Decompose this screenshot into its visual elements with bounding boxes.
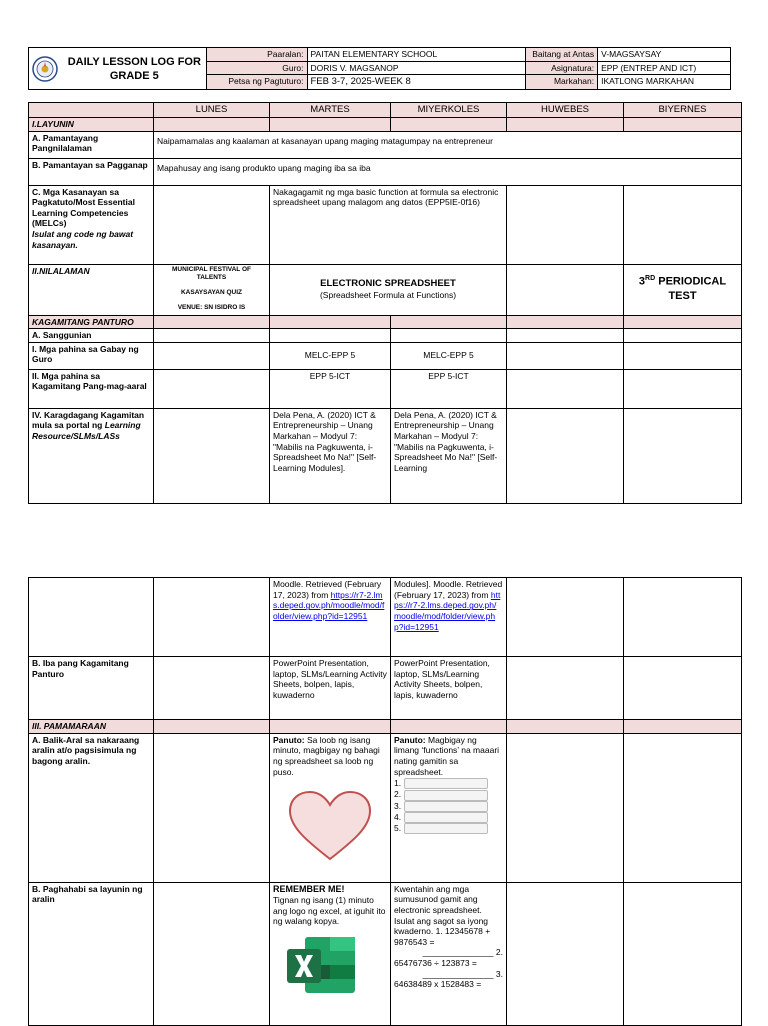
nilalaman-label: II.NILALAMAN xyxy=(29,264,154,315)
topic-title: ELECTRONIC SPREADSHEET xyxy=(320,278,456,290)
kagamitang-mag-aaral-label: II. Mga pahina sa Kagamitang Pang-mag-aaral xyxy=(29,369,154,408)
balik-aral-label: A. Balik-Aral sa nakaraang aralin at/o pagsisimula ng bagong aralin. xyxy=(29,733,154,882)
pamantayan-pagganap-label: B. Pamantayan sa Pagganap xyxy=(29,158,154,185)
header-title-cell xyxy=(29,48,207,90)
kagamitan-heading: KAGAMITANG PANTURO xyxy=(29,315,154,329)
deped-seal-icon xyxy=(32,56,58,82)
day-header-martes: MARTES xyxy=(270,103,391,118)
guro-label: Guro: xyxy=(206,61,307,75)
markahan-value: IKATLONG MARKAHAN xyxy=(598,75,731,90)
baitang-value: V-MAGSAYSAY xyxy=(598,48,731,62)
lunes-events xyxy=(154,264,270,315)
iba-pang-kagamitan-martes: PowerPoint Presentation, laptop, SLMs/Learning Activity Sheets, bolpen, lapis, kuwaderno xyxy=(270,657,391,720)
gabay-guro-martes: MELC-EPP 5 xyxy=(270,342,391,369)
remember-me-text: Tignan ng isang (1) minuto ang logo ng excel, at iguhit ito ng walang kopya. xyxy=(273,894,386,927)
iba-pang-kagamitan-miyerkoles: PowerPoint Presentation, laptop, SLMs/Learning Activity Sheets, bolpen, lapis, kuwaderno xyxy=(391,657,507,720)
lesson-table-part1 xyxy=(28,102,742,504)
pamamaraan-heading: III. PAMAMARAAN xyxy=(29,720,154,734)
functions-answer-list xyxy=(394,778,503,834)
gabay-guro-label: I. Mga pahina sa Gabay ng Guro xyxy=(29,342,154,369)
balik-aral-miyerkoles: Panuto: Magbigay ng limang ‘functions’ na maaari nating gamitin sa spreadsheet. 1. 2. 3. 4. 5. xyxy=(391,733,507,882)
moodle-link-martes[interactable]: https://r7-2.lms.deped.gov.ph/moodle/mod/folder/view.php?id=12951 xyxy=(273,589,385,621)
day-header-biyernes: BIYERNES xyxy=(624,103,742,118)
day-header-huwebes: HUWEBES xyxy=(507,103,624,118)
pamantayang-pangnilalaman-text: Naipamamalas ang kaalaman at kasanayan upang maging matagumpay na entrepreneur xyxy=(154,131,742,158)
venue-text: VENUE: SN ISIDRO IS xyxy=(177,303,246,311)
heart-icon xyxy=(287,789,373,863)
answer-line-1[interactable]: 1. xyxy=(394,778,503,789)
header-table xyxy=(28,47,731,90)
answer-line-3[interactable]: 3. xyxy=(394,801,503,812)
kagamitang-mag-aaral-martes: EPP 5-ICT xyxy=(270,369,391,408)
paghahabi-martes xyxy=(270,882,391,1025)
karagdagang-kagamitan-label: IV. Karagdagang Kagamitan mula sa portal ng Learning Resource/SLMs/LASs xyxy=(29,408,154,503)
paghahabi-miyerkoles: Kwentahin ang mga sumusunod gamit ang electronic spreadsheet. Isulat ang sagot sa iyong kwaderno. 1. 12345678 + 9876543 = _______________ 2. 65476736 ÷ 123873 = _______________ 3. 64638489 x 1528483 = xyxy=(391,882,507,1025)
paaralan-label: Paaralan: xyxy=(206,48,307,62)
melc-text: Nakagagamit ng mga basic function at formula sa electronic spreadsheet upang malagom ang datos (EPP5IE-0f16) xyxy=(270,185,507,264)
continued-reference-martes: Moodle. Retrieved (February 17, 2023) from https://r7-2.lms.deped.gov.ph/moodle/mod/folder/view.php?id=12951 xyxy=(270,578,391,657)
petsa-label: Petsa ng Pagtuturo: xyxy=(206,75,307,90)
asignatura-label: Asignatura: xyxy=(526,61,598,75)
petsa-value: FEB 3-7, 2025-WEEK 8 xyxy=(307,75,526,90)
gabay-guro-miyerkoles: MELC-EPP 5 xyxy=(391,342,507,369)
quiz-text: KASAYSAYAN QUIZ xyxy=(180,289,243,297)
melc-label: C. Mga Kasanayan sa Pagkatuto/Most Essential Learning Competencies (MELCs) xyxy=(32,186,135,229)
iba-pang-kagamitan-label: B. Iba pang Kagamitang Panturo xyxy=(29,657,154,720)
karagdagang-kagamitan-martes: Dela Pena, A. (2020) ICT & Entrepreneurship – Unang Markahan – Modyul 7: "Mabilis na Pagkuwenta, i-Spreadsheet Mo Na!" [Self-Learning Modules]. xyxy=(270,408,391,503)
layunin-heading: I.LAYUNIN xyxy=(29,117,154,131)
answer-line-4[interactable]: 4. xyxy=(394,812,503,823)
remember-me-title: REMEMBER ME! xyxy=(273,883,345,894)
markahan-label: Markahan: xyxy=(526,75,598,90)
excel-logo-icon xyxy=(287,937,357,993)
festival-text: MUNICIPAL FESTIVAL OF TALENTS xyxy=(172,265,251,282)
melc-note: Isulat ang code ng bawat kasanayan. xyxy=(32,229,134,250)
asignatura-value: EPP (ENTREP AND ICT) xyxy=(598,61,731,75)
day-header-lunes: LUNES xyxy=(154,103,270,118)
topic-cell xyxy=(270,264,507,315)
lesson-table-part2 xyxy=(28,577,742,1026)
guro-value: DORIS V. MAGSANOP xyxy=(307,61,526,75)
moodle-link-miyerkoles[interactable]: https://r7-2.lms.deped.gov.ph/moodle/mod/folder/view.php?id=12951 xyxy=(394,589,501,632)
document-title: DAILY LESSON LOG FOR GRADE 5 xyxy=(67,55,201,82)
balik-aral-martes: Panuto: Sa loob ng isang minuto, magbigay ng bahagi ng spreadsheet sa loob ng puso. xyxy=(270,733,391,882)
karagdagang-kagamitan-miyerkoles: Dela Pena, A. (2020) ICT & Entrepreneurship – Unang Markahan – Modyul 7: "Mabilis na Pagkuwenta, i-Spreadsheet Mo Na!" [Self-Learning xyxy=(391,408,507,503)
topic-subtitle: (Spreadsheet Formula at Functions) xyxy=(319,290,457,301)
paghahabi-label: B. Paghahabi sa layunin ng aralin xyxy=(29,882,154,1025)
melc-label-cell xyxy=(29,185,154,264)
periodical-test: 3RD PERIODICAL TEST xyxy=(624,264,742,315)
kagamitang-mag-aaral-miyerkoles: EPP 5-ICT xyxy=(391,369,507,408)
pamantayan-pagganap-text: Mapahusay ang isang produkto upang maging iba sa iba xyxy=(154,158,742,185)
periodical-test-sup: RD xyxy=(645,275,656,283)
paaralan-value: PAITAN ELEMENTARY SCHOOL xyxy=(307,48,526,62)
continued-reference-miyerkoles: Modules]. Moodle. Retrieved (February 17, 2023) from https://r7-2.lms.deped.gov.ph/moodle/mod/folder/view.php?id=12951 xyxy=(391,578,507,657)
pamantayang-pangnilalaman-label: A. Pamantayang Pangnilalaman xyxy=(29,131,154,158)
answer-line-2[interactable]: 2. xyxy=(394,789,503,800)
baitang-label: Baitang at Antas xyxy=(526,48,598,62)
answer-line-5[interactable]: 5. xyxy=(394,823,503,834)
sanggunian-label: A. Sanggunian xyxy=(29,329,154,343)
corner-cell xyxy=(29,103,154,118)
day-header-miyerkoles: MIYERKOLES xyxy=(391,103,507,118)
